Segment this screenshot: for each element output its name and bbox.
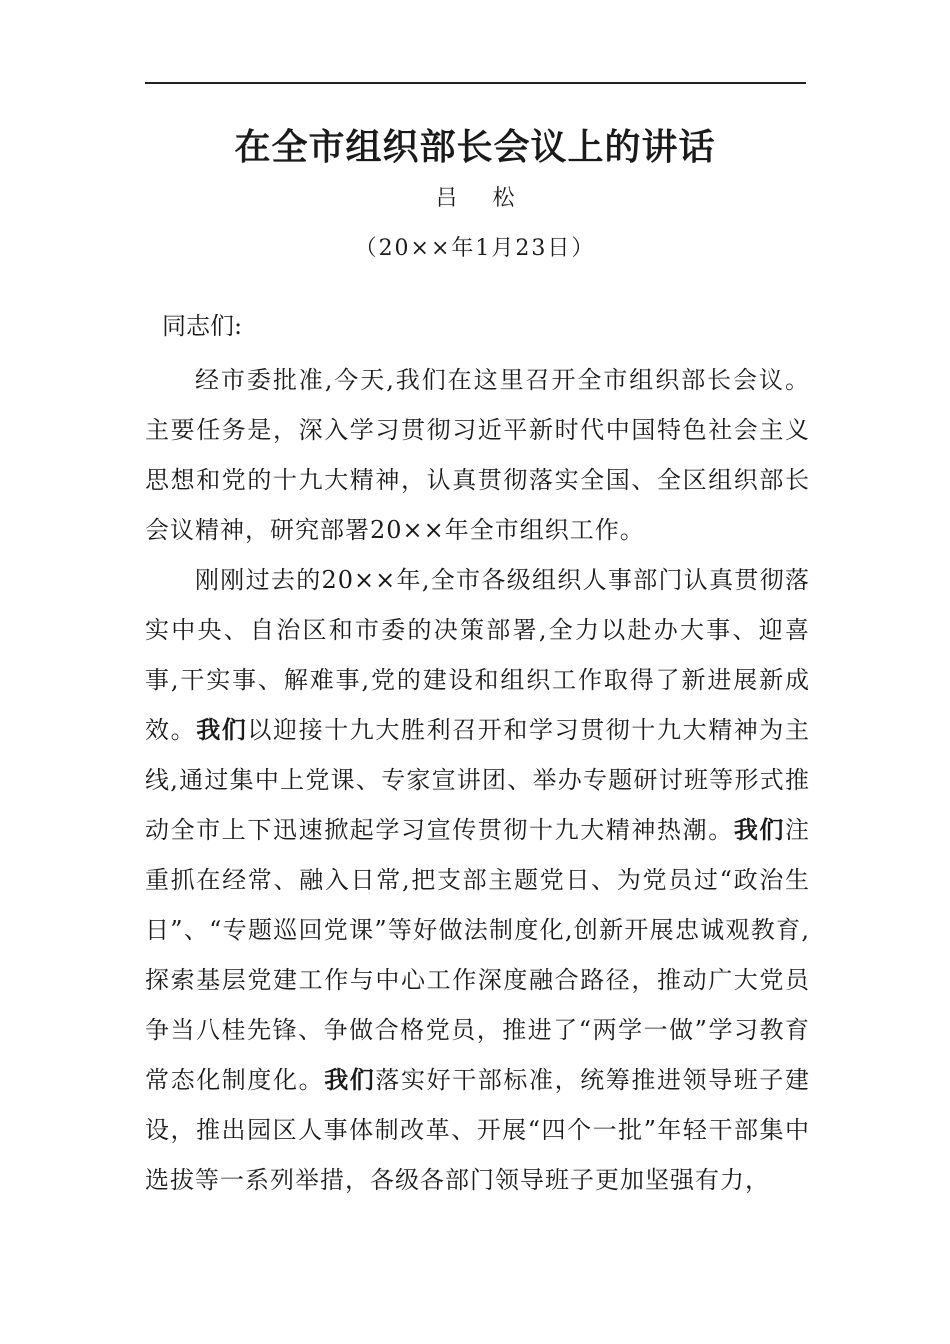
emphasis-text: 我们 bbox=[733, 815, 786, 844]
speech-date: （20××年1月23日） bbox=[354, 236, 596, 261]
speech-body bbox=[145, 355, 810, 1205]
header-rule bbox=[145, 82, 806, 84]
document-title: 在全市组织部长会议上的讲话 bbox=[234, 126, 716, 168]
paragraph-text: 以迎接十九大胜利召开和学习贯彻十九大精神为主线,通过集中上党课、专家宣讲团、举办专题研讨班等形式推动全市上下迅速掀起学习宣传贯彻十九大精神热潮。 bbox=[145, 716, 811, 844]
emphasis-text: 我们 bbox=[324, 1065, 376, 1094]
emphasis-text: 我们 bbox=[196, 715, 248, 744]
paragraph-1 bbox=[145, 355, 810, 555]
salutation: 同志们: bbox=[162, 312, 243, 340]
paragraph-2 bbox=[145, 555, 810, 1205]
paragraph-text: 刚刚过去的20××年,全市各级组织人事部门认真贯彻落实中央、自治区和市委的决策部署,全力以赴办大事、迎喜事,干实事、解难事,党的建设和组织工作取得了新进展新成效。 bbox=[145, 566, 810, 744]
paragraph-text: 经市委批准,今天,我们在这里召开全市组织部长会议。主要任务是，深入学习贯彻习近平新时代中国特色社会主义思想和党的十九大精神，认真贯彻落实全国、全区组织部长会议精神，研究部署20××年全市组织工作。 bbox=[145, 366, 810, 544]
paragraph-text: 落实好干部标准，统筹推进领导班子建设，推出园区人事体制改革、开展“四个一批”年轻干部集中选拔等一系列举措，各级各部门领导班子更加坚强有力， bbox=[145, 1066, 811, 1194]
paragraph-text: 注重抓在经常、融入日常,把支部主题党日、为党员过“政治生日”、“专题巡回党课”等好做法制度化,创新开展忠诚观教育,探索基层党建工作与中心工作深度融合路径，推动广大党员争当八桂先锋、争做合格党员，推进了“两学一做”学习教育常态化制度化。 bbox=[145, 816, 811, 1094]
author-name: 吕 松 bbox=[435, 186, 529, 211]
